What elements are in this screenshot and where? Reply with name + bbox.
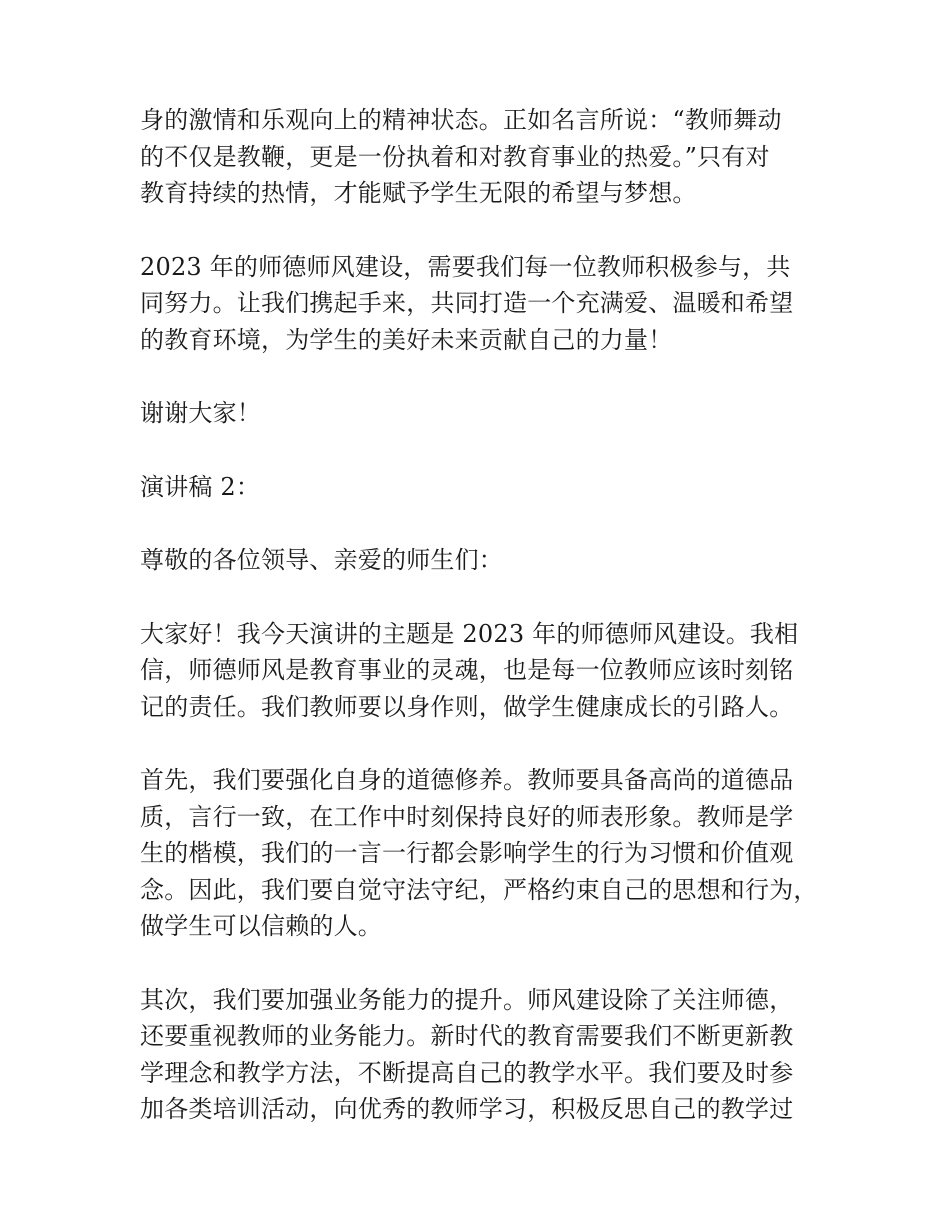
text-line: 生的楷模，我们的一言一行都会影响学生的行为习惯和价值观 [140, 839, 794, 867]
paragraph-closing-passion [140, 102, 820, 212]
document-body [140, 102, 820, 1165]
paragraph-moral-cultivation [140, 762, 820, 945]
text-line: 首先，我们要强化自身的道德修养。教师要具备高尚的道德品 [140, 766, 794, 794]
text-line: 谢谢大家！ [140, 399, 261, 427]
text-line: 记的责任。我们教师要以身作则，做学生健康成长的引路人。 [140, 692, 794, 721]
text-line: 身的激情和乐观向上的精神状态。正如名言所说：“教师舞动 [140, 106, 782, 134]
text-line: 演讲稿 2： [140, 472, 261, 501]
paragraph-call-to-action [140, 249, 820, 359]
text-line: 质，言行一致，在工作中时刻保持良好的师表形象。教师是学 [140, 802, 794, 831]
paragraph-introduction [140, 616, 820, 726]
text-line: 同努力。让我们携起手来，共同打造一个充满爱、温暖和希望 [140, 289, 794, 317]
paragraph-salutation [140, 542, 820, 579]
text-line: 信，师德师风是教育事业的灵魂，也是每一位教师应该时刻铭 [140, 656, 794, 684]
text-line: 的不仅是教鞭，更是一份执着和对教育事业的热爱。”只有对 [140, 142, 770, 171]
text-line: 的教育环境，为学生的美好未来贡献自己的力量！ [140, 325, 673, 354]
text-line: 学理念和教学方法，不断提高自己的教学水平。我们要及时参 [140, 1058, 794, 1087]
text-line: 加各类培训活动，向优秀的教师学习，积极反思自己的教学过 [140, 1095, 794, 1123]
text-line: 其次，我们要加强业务能力的提升。师风建设除了关注师德， [140, 985, 794, 1014]
speech-heading [140, 469, 820, 506]
text-line: 做学生可以信赖的人。 [140, 912, 382, 940]
paragraph-thanks [140, 395, 820, 432]
text-line: 大家好！我今天演讲的主题是 2023 年的师德师风建设。我相 [140, 619, 799, 648]
text-line: 还要重视教师的业务能力。新时代的教育需要我们不断更新教 [140, 1022, 794, 1050]
paragraph-professional-ability [140, 982, 820, 1128]
text-line: 尊敬的各位领导、亲爱的师生们： [140, 546, 503, 574]
text-line: 2023 年的师德师风建设，需要我们每一位教师积极参与，共 [140, 252, 791, 281]
text-line: 念。因此，我们要自觉守法守纪，严格约束自己的思想和行为， [140, 875, 818, 904]
text-line: 教育持续的热情，才能赋予学生无限的希望与梦想。 [140, 179, 697, 207]
